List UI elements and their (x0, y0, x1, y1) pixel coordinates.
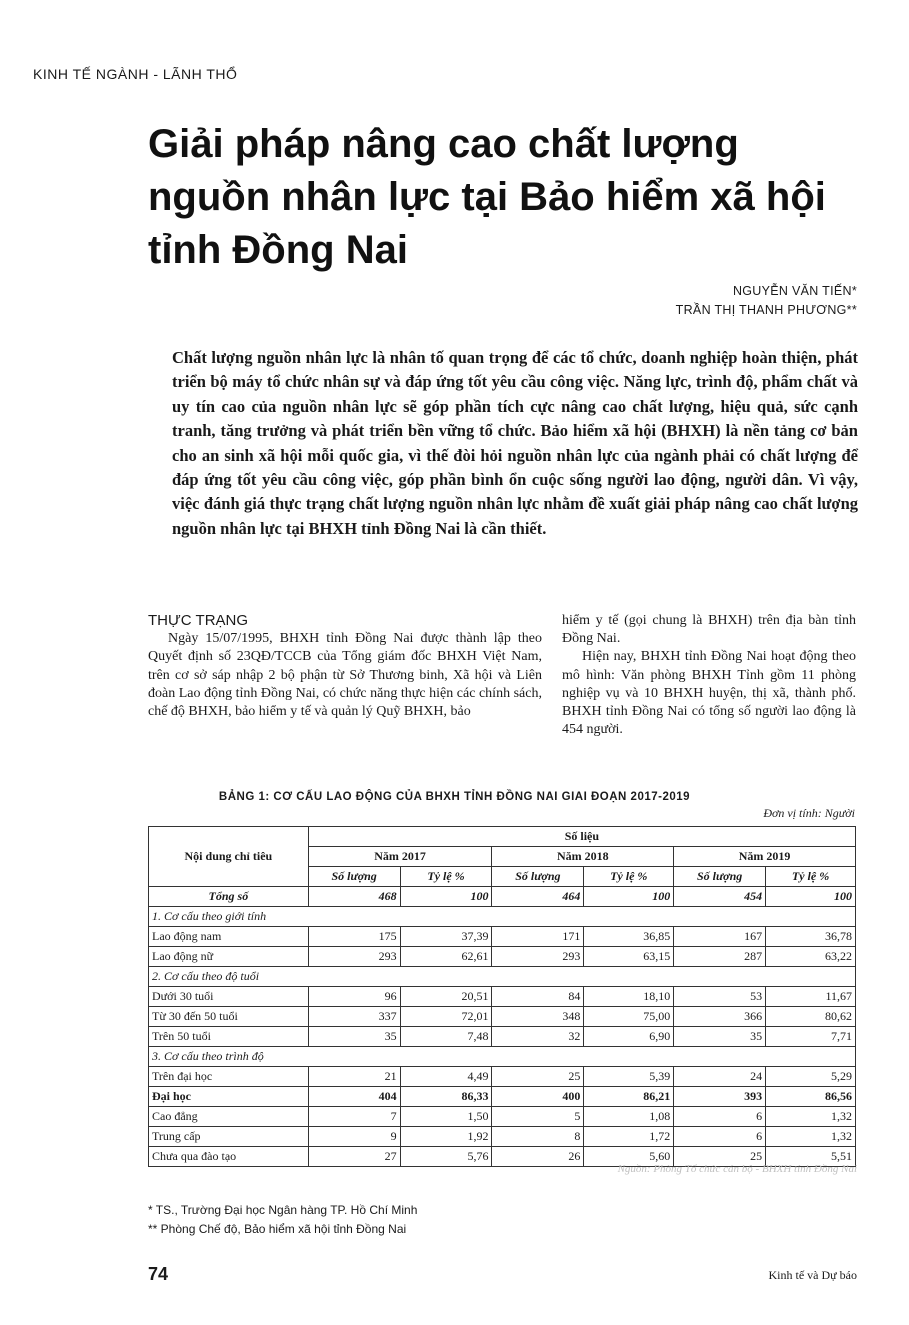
table-row (149, 1107, 856, 1127)
cell-count: 404 (308, 1087, 400, 1107)
cell-count: 175 (308, 927, 400, 947)
row-label: Trung cấp (149, 1127, 309, 1147)
cell-percent: 100 (584, 887, 674, 907)
cell-percent: 86,21 (584, 1087, 674, 1107)
cell-percent: 86,56 (766, 1087, 856, 1107)
header-pct: Tỷ lệ % (584, 867, 674, 887)
row-label: Lao động nam (149, 927, 309, 947)
table-group-row (149, 967, 856, 987)
row-label: 3. Cơ cấu theo trình độ (149, 1047, 856, 1067)
cell-percent: 20,51 (400, 987, 492, 1007)
body-column-right (562, 612, 856, 739)
cell-count: 6 (674, 1127, 766, 1147)
header-count: Số lượng (308, 867, 400, 887)
header-pct: Tỷ lệ % (766, 867, 856, 887)
cell-percent: 1,08 (584, 1107, 674, 1127)
labor-structure-table (148, 826, 856, 1167)
table-row (149, 1067, 856, 1087)
cell-percent: 63,22 (766, 947, 856, 967)
cell-count: 337 (308, 1007, 400, 1027)
row-label: 1. Cơ cấu theo giới tính (149, 907, 856, 927)
cell-percent: 11,67 (766, 987, 856, 1007)
section-label: KINH TẾ NGÀNH - LÃNH THỔ (33, 66, 238, 82)
header-pct: Tỷ lệ % (400, 867, 492, 887)
row-label: 2. Cơ cấu theo độ tuổi (149, 967, 856, 987)
header-year: Năm 2019 (674, 847, 856, 867)
cell-percent: 100 (400, 887, 492, 907)
body-column-left (148, 612, 542, 721)
row-label: Dưới 30 tuổi (149, 987, 309, 1007)
cell-count: 400 (492, 1087, 584, 1107)
cell-percent: 5,39 (584, 1067, 674, 1087)
cell-percent: 62,61 (400, 947, 492, 967)
cell-count: 366 (674, 1007, 766, 1027)
table-row (149, 987, 856, 1007)
row-label: Chưa qua đào tạo (149, 1147, 309, 1167)
body-paragraph: Ngày 15/07/1995, BHXH tỉnh Đồng Nai được thành lập theo Quyết định số 23QĐ/TCCB của Tổng giám đốc BHXH Việt Nam, trên cơ sở sáp nhập 2 bộ phận từ Sở Thương binh, Xã hội và Liên đoàn Lao động tỉnh Đồng Nai, có chức năng thực hiện các chính sách, chế độ BHXH, bảo hiểm y tế và quản lý Quỹ BHXH, bảo (148, 631, 542, 720)
table-row (149, 1087, 856, 1107)
table-row (149, 1007, 856, 1027)
cell-percent: 36,78 (766, 927, 856, 947)
journal-name: Kinh tế và Dự báo (768, 1268, 857, 1282)
cell-percent: 1,50 (400, 1107, 492, 1127)
cell-percent: 72,01 (400, 1007, 492, 1027)
row-label: Lao động nữ (149, 947, 309, 967)
table-row (149, 887, 856, 907)
cell-count: 454 (674, 887, 766, 907)
cell-count: 287 (674, 947, 766, 967)
title-line: Giải pháp nâng cao chất lượng (148, 122, 739, 166)
cell-percent: 7,48 (400, 1027, 492, 1047)
cell-percent: 6,90 (584, 1027, 674, 1047)
cell-percent: 80,62 (766, 1007, 856, 1027)
row-label: Đại học (149, 1087, 309, 1107)
cell-count: 25 (674, 1147, 766, 1167)
cell-count: 171 (492, 927, 584, 947)
header-year: Năm 2017 (308, 847, 492, 867)
table-unit: Đơn vị tính: Người (763, 806, 855, 820)
cell-percent: 63,15 (584, 947, 674, 967)
table-row (149, 1027, 856, 1047)
cell-count: 84 (492, 987, 584, 1007)
cell-count: 464 (492, 887, 584, 907)
cell-count: 21 (308, 1067, 400, 1087)
cell-percent: 1,32 (766, 1107, 856, 1127)
cell-count: 7 (308, 1107, 400, 1127)
cell-count: 35 (674, 1027, 766, 1047)
cell-percent: 86,33 (400, 1087, 492, 1107)
header-data: Số liệu (308, 827, 855, 847)
cell-count: 27 (308, 1147, 400, 1167)
cell-count: 53 (674, 987, 766, 1007)
footnote: * TS., Trường Đại học Ngân hàng TP. Hồ Chí Minh (148, 1203, 418, 1217)
cell-percent: 7,71 (766, 1027, 856, 1047)
cell-count: 293 (492, 947, 584, 967)
cell-percent: 5,51 (766, 1147, 856, 1167)
cell-count: 25 (492, 1067, 584, 1087)
cell-percent: 100 (766, 887, 856, 907)
author-1: NGUYỄN VĂN TIẾN* (732, 284, 857, 298)
cell-count: 5 (492, 1107, 584, 1127)
cell-count: 468 (308, 887, 400, 907)
table-group-row (149, 1047, 856, 1067)
table-source: Nguồn: Phòng Tổ chức cán bộ - BHXH tỉnh Đồng Nai (617, 1163, 857, 1175)
body-paragraph-continued: hiểm y tế (gọi chung là BHXH) trên địa bàn tỉnh Đồng Nai. (562, 613, 856, 647)
row-label: Từ 30 đến 50 tuổi (149, 1007, 309, 1027)
header-count: Số lượng (492, 867, 584, 887)
table-group-row (149, 907, 856, 927)
row-label: Trên 50 tuổi (149, 1027, 309, 1047)
cell-count: 8 (492, 1127, 584, 1147)
row-label: Trên đại học (149, 1067, 309, 1087)
cell-count: 96 (308, 987, 400, 1007)
footnotes (148, 1201, 417, 1239)
table-row (149, 1127, 856, 1147)
cell-count: 26 (492, 1147, 584, 1167)
author-2: TRẦN THỊ THANH PHƯƠNG** (675, 303, 857, 317)
cell-percent: 37,39 (400, 927, 492, 947)
cell-percent: 5,76 (400, 1147, 492, 1167)
body-paragraph: Hiện nay, BHXH tỉnh Đồng Nai hoạt động theo mô hình: Văn phòng BHXH Tỉnh gồm 11 phòng nghiệp vụ và 10 BHXH huyện, thị xã, thành phố. BHXH tỉnh Đồng Nai có tổng số người lao động là 454 người. (562, 649, 856, 738)
title-line: tỉnh Đồng Nai (148, 228, 408, 272)
section-heading: THỰC TRẠNG (148, 612, 249, 629)
cell-percent: 5,29 (766, 1067, 856, 1087)
table-body (149, 887, 856, 1167)
article-title (148, 118, 878, 277)
cell-percent: 18,10 (584, 987, 674, 1007)
cell-count: 32 (492, 1027, 584, 1047)
title-line: nguồn nhân lực tại Bảo hiểm xã hội (148, 175, 826, 219)
cell-count: 35 (308, 1027, 400, 1047)
cell-percent: 1,92 (400, 1127, 492, 1147)
cell-percent: 1,32 (766, 1127, 856, 1147)
cell-percent: 4,49 (400, 1067, 492, 1087)
header-count: Số lượng (674, 867, 766, 887)
table-title: BẢNG 1: CƠ CẤU LAO ĐỘNG CỦA BHXH TỈNH ĐỒNG NAI GIAI ĐOẠN 2017-2019 (218, 791, 691, 803)
cell-count: 9 (308, 1127, 400, 1147)
page-number: 74 (148, 1264, 169, 1284)
cell-count: 167 (674, 927, 766, 947)
cell-percent: 5,60 (584, 1147, 674, 1167)
table-row (149, 927, 856, 947)
table-row (149, 947, 856, 967)
cell-percent: 36,85 (584, 927, 674, 947)
header-year: Năm 2018 (492, 847, 674, 867)
cell-count: 348 (492, 1007, 584, 1027)
cell-percent: 1,72 (584, 1127, 674, 1147)
header-indicator: Nội dung chỉ tiêu (149, 827, 309, 887)
cell-count: 6 (674, 1107, 766, 1127)
footnote: ** Phòng Chế độ, Bảo hiểm xã hội tỉnh Đồng Nai (148, 1222, 407, 1236)
row-label: Cao đẳng (149, 1107, 309, 1127)
cell-count: 24 (674, 1067, 766, 1087)
cell-count: 293 (308, 947, 400, 967)
cell-percent: 75,00 (584, 1007, 674, 1027)
cell-count: 393 (674, 1087, 766, 1107)
authors (676, 282, 857, 320)
row-label: Tổng số (149, 887, 309, 907)
abstract: Chất lượng nguồn nhân lực là nhân tố quan trọng để các tổ chức, doanh nghiệp hoàn thiện, phát triển bộ máy tổ chức nhân sự và đáp ứng tốt yêu cầu công việc. Năng lực, trình độ, phẩm chất và uy tín cao của nguồn nhân lực sẽ góp phần tích cực nâng cao chất lượng, hiệu quả, sức cạnh tranh, tăng trưởng và phát triển bền vững tổ chức. Bảo hiểm xã hội (BHXH) là nền tảng cơ bản cho an sinh xã hội mỗi quốc gia, vì thế đòi hỏi nguồn nhân lực của ngành phải có chất lượng để đáp ứng tốt yêu cầu công việc, góp phần bình ổn cuộc sống người lao động, người dân. Vì vậy, việc đánh giá thực trạng chất lượng nguồn nhân lực nhằm đề xuất giải pháp nâng cao chất lượng nguồn nhân lực tại BHXH tỉnh Đồng Nai là cần thiết. (172, 348, 858, 538)
